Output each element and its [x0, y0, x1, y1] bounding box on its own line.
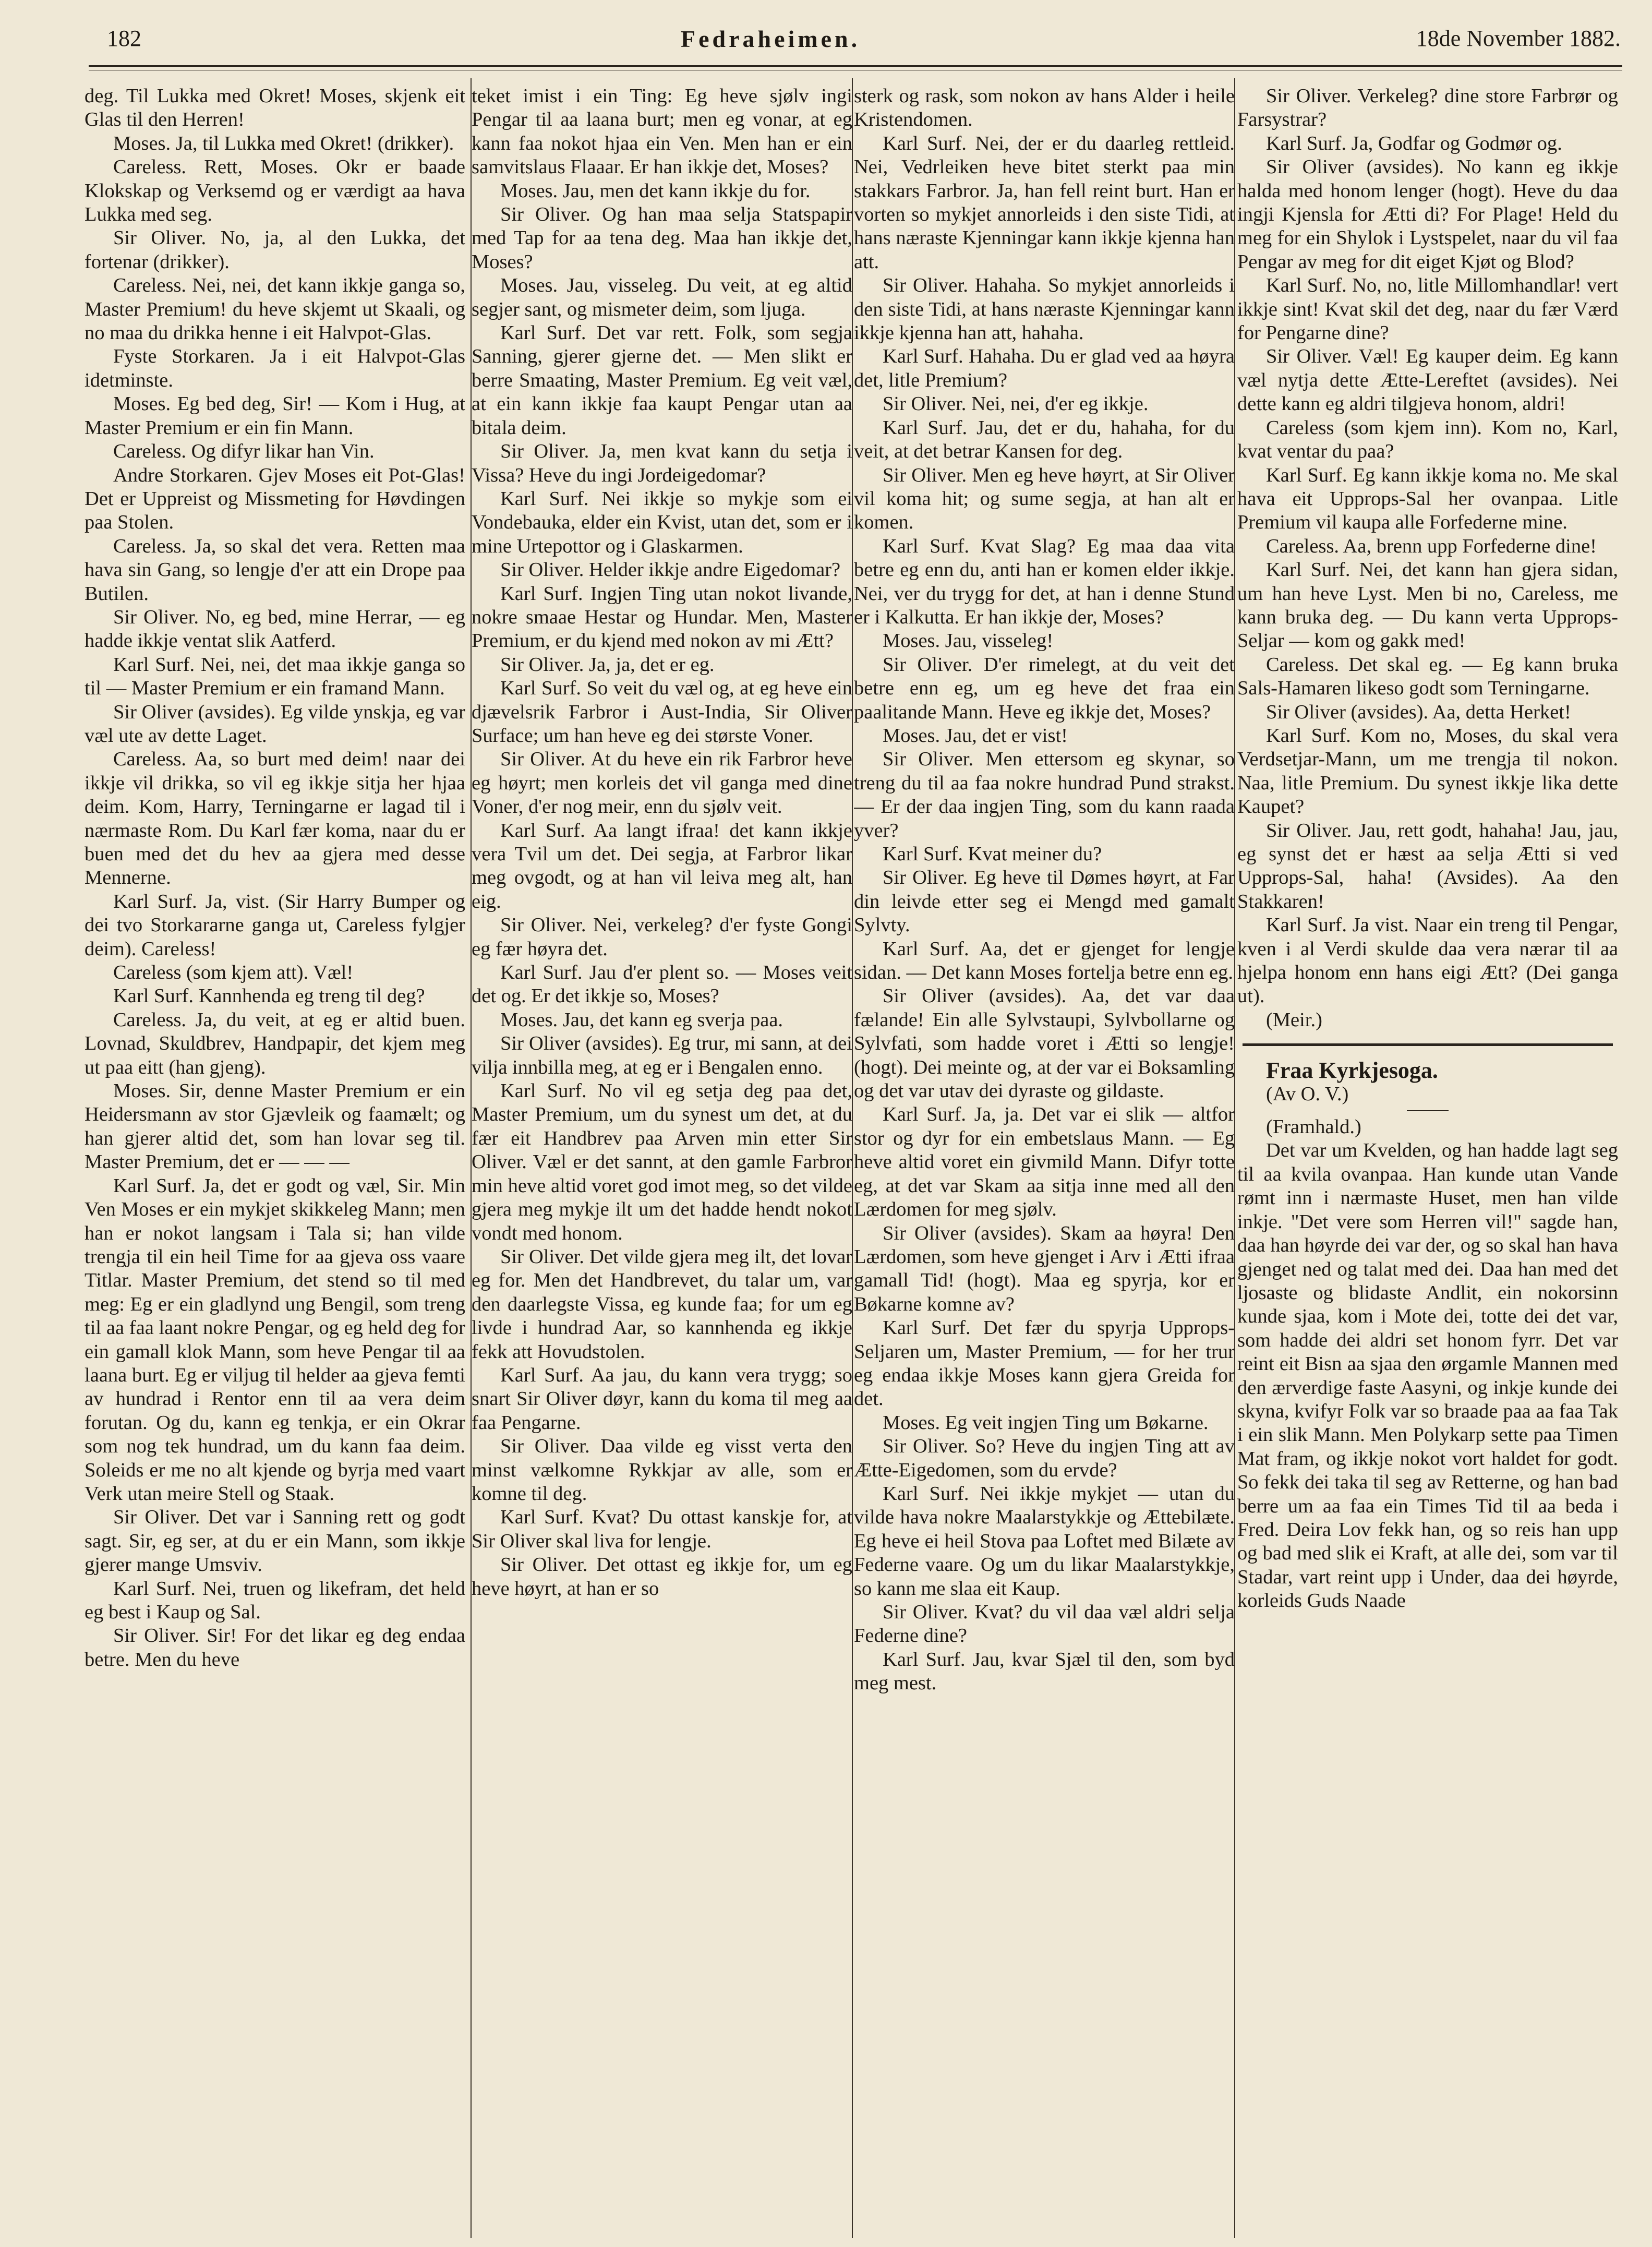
paragraph: Karl Surf. Ja, det er godt og væl, Sir. Min Ven Moses er ein mykjet skikkeleg Mann; men han er nokot langsam i Tala si; han vilde trengja til ein heil Time for aa gjeva oss vaare Titlar. Master Premium, det stend so til med meg: Eg er ein gladlynd ung Bengil, som treng til aa faa laant nokre Pengar, og eg held deg for ein gamall klok Mann, som heve Pengar til aa laana burt. Eg er viljug til helder aa gjeva femti av hundrad i Rentor enn til aa vera deim forutan. Og du, kann eg tenkja, er ein Okrar som nog tek hundrad, um du kann faa deim. Soleids er me no alt kjende og byrja med vaart Verk utan meire Stell og Staak. [85, 1174, 465, 1505]
paragraph: Sir Oliver (avsides). Eg trur, mi sann, at dei vilja innbilla meg, at eg er i Bengalen enno. [472, 1032, 852, 1078]
continued-marker: (Meir.) [1266, 1008, 1322, 1031]
paragraph: Sir Oliver. D'er rimelegt, at du veit det betre enn eg, um eg heve det fraa ein paalitande Mann. Heve eg ikkje det, Moses? [854, 653, 1235, 723]
paragraph: Sir Oliver. Ja, ja, det er eg. [500, 653, 715, 676]
paragraph: Sir Oliver. So? Heve du ingjen Ting att av Ætte-Eigedomen, som du ervde? [854, 1435, 1235, 1481]
paragraph: Sir Oliver (avsides). Aa, detta Herket! [1266, 701, 1571, 723]
paragraph: Karl Surf. Nei ikkje so mykje som ei Vondebauka, elder ein Kvist, utan det, som er i mine Urtepottor og i Glaskarmen. [472, 487, 852, 557]
paragraph: Karl Surf. Det fær du spyrja Upprops-Seljaren um, Master Premium, — for her trur eg endaa ikkje Moses kann gjera Greida for det. [854, 1317, 1235, 1410]
paragraph: Moses. Jau, det kann eg sverja paa. [500, 1008, 783, 1031]
paragraph: Sir Oliver. Nei, verkeleg? d'er fyste Gongi eg fær høyra det. [472, 914, 852, 960]
paragraph: Karl Surf. Aa, det er gjenget for lengje sidan. — Det kann Moses fortelja betre enn eg. [854, 938, 1235, 984]
paragraph: Moses. Jau, visseleg. Du veit, at eg altid segjer sant, og mismeter deim, som ljuga. [472, 274, 852, 320]
paragraph: Sir Oliver. No, eg bed, mine Herrar, — eg hadde ikkje ventat slik Aatferd. [85, 606, 465, 652]
paragraph: Sir Oliver. Daa vilde eg visst verta den minst vælkomne Rykkjar av alle, som er komne til deg. [472, 1435, 852, 1505]
paragraph: Karl Surf. Nei, det kann han gjera sidan, um han heve Lyst. Men bi no, Careless, me kann bruka deg. — Du kann verta Upprops-Seljar — kom og gakk med! [1237, 559, 1618, 652]
paragraph: Karl Surf. Nei, nei, det maa ikkje ganga so til — Master Premium er ein framand Mann. [85, 653, 465, 700]
paragraph: Careless. Ja, so skal det vera. Retten maa hava sin Gang, so lengje d'er att ein Drope paa Butilen. [85, 535, 465, 605]
paragraph: Sir Oliver (avsides). Aa, det var daa fælande! Ein alle Sylvstaupi, Sylvbollarne og Sylvfati, som hadde voret i Ætti so lengje! (hogt). Dei meinte og, at der var ei Boksamling og det var utav dei dyraste og gildaste. [854, 985, 1235, 1102]
paragraph: Careless. Det skal eg. — Eg kann bruka Sals-Hamaren likeso godt som Terningarne. [1237, 653, 1618, 700]
paragraph: Sir Oliver. Det vilde gjera meg ilt, det lovar eg for. Men det Handbrevet, du talar um, var den daarlegste Vissa, eg kunde faa; for um eg livde i hundrad Aar, so kannhenda eg ikkje fekk att Hovudstolen. [472, 1245, 852, 1363]
issue-date: 18de November 1882. [1416, 26, 1621, 51]
paragraph: Sir Oliver (avsides). No kann eg ikkje halda med honom lenger (hogt). Heve du daa ingji Kjensla for Ætti di? For Plage! Held du meg for ein Shylok i Lystspelet, naar du vil faa Pengar av meg for dit eiget Kjøt og Blod? [1237, 156, 1618, 273]
paragraph: Karl Surf. Det var rett. Folk, som segja Sanning, gjerer gjerne det. — Men slikt er berre Smaating, Master Premium. Eg veit væl, at ein kann ikkje faa kaupt Pengar utan aa bitala deim. [472, 322, 852, 439]
paragraph: Karl Surf. Kvat? Du ottast kanskje for, at Sir Oliver skal liva for lengje. [472, 1506, 852, 1552]
paragraph: Careless. Rett, Moses. Okr er baade Klokskap og Verksemd og er værdigt aa hava Lukka med seg. [85, 156, 465, 226]
paragraph: Karl Surf. Jau, kvar Sjæl til den, som byd meg mest. [854, 1648, 1235, 1695]
article-body [1237, 1139, 1618, 1613]
running-head [107, 25, 1651, 67]
paragraph: Sir Oliver. Og han maa selja Statspapir med Tap for aa tena deg. Maa han ikkje det, Moses? [472, 203, 852, 273]
article-byline: (Av O. V.) [1266, 1083, 1349, 1105]
text-column-1 [85, 85, 465, 2239]
paragraph: Sir Oliver. Men ettersom eg skynar, so treng du til aa faa nokre hundrad Pund strakst. — Er der daa ingjen Ting, som du kann raada yver? [854, 748, 1235, 842]
paragraph: Careless (som kjem att). Væl! [113, 962, 354, 984]
paragraph: Sir Oliver. Sir! For det likar eg deg endaa betre. Men du heve [85, 1625, 465, 1671]
paragraph: Sir Oliver. Nei, nei, d'er eg ikkje. [883, 393, 1149, 415]
paragraph: Sir Oliver. At du heve ein rik Farbror heve eg høyrt; men korleis det vil ganga med dine Voner, d'er nog meir, enn du sjølv veit. [472, 748, 852, 818]
article-continuation-note: (Framhald.) [1266, 1116, 1361, 1138]
paragraph: sterk og rask, som nokon av hans Alder i heile Kristendomen. [854, 85, 1235, 131]
paragraph: Karl Surf. Nei, der er du daarleg rettleid. Nei, Vedrleiken heve bitet sterkt paa min stakkars Farbror. Ja, han fell reint burt. Han er vorten so mykjet annorleids i den siste Tidi, at hans næraste Kjenningar kann ikkje kjenna han att. [854, 132, 1235, 273]
paragraph: Moses. Eg veit ingjen Ting um Bøkarne. [883, 1411, 1209, 1434]
paragraph: Sir Oliver. Det var i Sanning rett og godt sagt. Sir, eg ser, at du er ein Mann, som ikkje gjerer mange Umsviv. [85, 1506, 465, 1576]
paragraph: Careless. Og difyr likar han Vin. [113, 440, 375, 463]
paragraph: Karl Surf. So veit du væl og, at eg heve ein djævelsrik Farbror i Aust-India, Sir Oliver Surface; um han heve eg dei største Voner. [472, 677, 852, 747]
masthead-title: Fedraheimen. [681, 26, 861, 52]
paragraph: Sir Oliver. Kvat? du vil daa væl aldri selja Federne dine? [854, 1601, 1235, 1647]
paragraph: Sir Oliver. Helder ikkje andre Eigedomar? [500, 559, 841, 581]
paragraph: Karl Surf. Nei ikkje mykjet — utan du vilde hava nokre Maalarstykkje og Ættebilæte. Eg heve ei heil Stova paa Loftet med Bilæte av Federne vaare. Og um du likar Maalarstykkje, so kann me slaa eit Kaup. [854, 1482, 1235, 1600]
paragraph: Moses. Jau, men det kann ikkje du for. [500, 179, 811, 202]
paragraph: Karl Surf. Kvat meiner du? [883, 843, 1102, 865]
paragraph: Sir Oliver. Ja, men kvat kann du setja i Vissa? Heve du ingi Jordeigedomar? [472, 440, 852, 486]
paragraph: Karl Surf. Nei, truen og likefram, det held eg best i Kaup og Sal. [85, 1577, 465, 1623]
paragraph: Karl Surf. Kom no, Moses, du skal vera Verdsetjar-Mann, um me trengja til nokon. Naa, litle Premium. Du synest ikkje lika dette Kaupet? [1237, 724, 1618, 818]
paragraph: Sir Oliver. No, ja, al den Lukka, det fortenar (drikker). [85, 227, 465, 273]
paragraph: Karl Surf. Ja, Godfar og Godmør og. [1266, 132, 1562, 154]
paragraph: Karl Surf. Ja, ja. Det var ei slik — altfor stor og dyr for ein embetslaus Mann. — Eg heve altid voret ein givmild Mann. Difyr totte eg, at det var Skam aa sitja inne med all den Lærdomen for meg sjølv. [854, 1103, 1235, 1221]
text-column-3 [854, 85, 1235, 2239]
text-column-2 [472, 85, 852, 2239]
paragraph: Karl Surf. No, no, litle Millomhandlar! vert ikkje sint! Kvat skil det deg, naar du fær Værd for Pengarne dine? [1237, 274, 1618, 344]
paragraph: Sir Oliver. Jau, rett godt, hahaha! Jau, jau, eg synst det er hæst aa selja Ætti si ved Upprops-Sal, haha! (Avsides). Aa den Stakkaren! [1237, 819, 1618, 912]
paragraph: Moses. Eg bed deg, Sir! — Kom i Hug, at Master Premium er ein fin Mann. [85, 393, 465, 439]
column-4-dialogue [1237, 85, 1618, 1008]
paragraph: Karl Surf. No vil eg setja deg paa det, Master Premium, um du synest um det, at du fær eit Handbrev paa Arven min etter Sir Oliver. Væl er det sannt, at den gamle Farbror min heve altid voret god imot meg, so det vilde gjera meg mykje ilt um det hadde hendt nokot vondt med honom. [472, 1080, 852, 1244]
paragraph: Andre Storkaren. Gjev Moses eit Pot-Glas! Det er Uppreist og Missmeting for Høvdingen paa Stolen. [85, 464, 465, 534]
paragraph: Careless. Aa, brenn upp Forfederne dine! [1266, 535, 1597, 557]
paragraph: Moses. Ja, til Lukka med Okret! (drikker). [113, 132, 454, 154]
article-short-rule [1407, 1110, 1449, 1111]
paragraph: Careless. Aa, so burt med deim! naar dei ikkje vil drikka, so vil eg ikkje sitja her hjaa deim. Kom, Harry, Terningarne er lagad til i nærmaste Rom. Du Karl fær koma, naar du er buen med det du hev aa gjera med desse Mennerne. [85, 748, 465, 889]
paragraph: Sir Oliver (avsides). Eg vilde ynskja, eg var væl ute av dette Laget. [85, 701, 465, 747]
paragraph: Careless (som kjem inn). Kom no, Karl, kvat ventar du paa? [1237, 416, 1618, 463]
paragraph: Sir Oliver. Det ottast eg ikkje for, um eg heve høyrt, at han er so [472, 1554, 852, 1600]
paragraph: Karl Surf. Kvat Slag? Eg maa daa vita betre eg enn du, anti han er komen elder ikkje. Nei, ver du trygg for det, at han i denne Stund er i Kalkutta. Er han ikkje der, Moses? [854, 535, 1235, 628]
paragraph: Sir Oliver. Men eg heve høyrt, at Sir Oliver vil koma hit; og sume segja, at han alt er komen. [854, 464, 1235, 534]
paragraph: Karl Surf. Ingjen Ting utan nokot livande, nokre smaae Hestar og Hundar. Men, Master Premium, er du kjend med nokon av mi Ætt? [472, 582, 852, 652]
article-title: Fraa Kyrkjesoga. [1266, 1058, 1438, 1084]
paragraph: Sir Oliver. Væl! Eg kauper deim. Eg kann væl nytja dette Ætte-Lereftet (avsides). Nei dette kann eg aldri tilgjeva honom, aldri! [1237, 345, 1618, 415]
paragraph: Fyste Storkaren. Ja i eit Halvpot-Glas idetminste. [85, 345, 465, 391]
paragraph: Karl Surf. Aa langt ifraa! det kann ikkje vera Tvil um det. Dei segja, at Farbror likar meg ovgodt, og at han vil leiva meg alt, han eig. [472, 819, 852, 912]
paragraph: Sir Oliver (avsides). Skam aa høyra! Den Lærdomen, som heve gjenget i Arv i Ætti ifraa gamall Tid! (hogt). Maa eg spyrja, kor er Bøkarne komne av? [854, 1222, 1235, 1315]
text-column-4 [1237, 85, 1618, 2239]
paragraph: Karl Surf. Aa jau, du kann vera trygg; so snart Sir Oliver døyr, kann du koma til meg aa faa Pengarne. [472, 1364, 852, 1434]
paragraph: Det var um Kvelden, og han hadde lagt seg til aa kvila ovanpaa. Han kunde utan Vande rømt inn i nærmaste Huset, men han vilde inkje. "Det vere som Herren vil!" sagde han, daa han høyrde dei var der, og so skal han hava gjenget ned og talat med dei. Daa han med det ljosaste og blidaste Andlit, ein nokorsinn kunde sjaa, kom i Mote dei, totte dei det var, som hadde dei aldri set honom fyrr. Det var reint eit Bisn aa sjaa den ørgamle Mannen med den ærverdige faste Aasyni, og inkje kunde dei skyna, kvifyr Folk var so braade paa aa faa Tak i ein slik Mann. Men Polykarp sette paa Timen Mat fram, og ikkje nokot vort haldet for godt. So fekk dei taka til seg av Retterne, og han bad berre um aa faa ein Times Tid til aa beda i Fred. Deira Lov fekk han, og so reis han upp og bad med slik ei Kraft, at alle dei, som var til Stadar, vart reint upp i Under, daa dei høyrde, korleids Guds Naade [1237, 1139, 1618, 1612]
paragraph: Moses. Sir, denne Master Premium er ein Heidersmann av stor Gjævleik og faamælt; og han gjerer altid det, som han lovar seg til. Master Premium, det er — — — [85, 1080, 465, 1173]
paragraph: Karl Surf. Hahaha. Du er glad ved aa høyra det, litle Premium? [854, 345, 1235, 391]
paragraph: Karl Surf. Eg kann ikkje koma no. Me skal hava eit Upprops-Sal her ovanpaa. Litle Premium vil kaupa alle Forfederne mine. [1237, 464, 1618, 534]
paragraph: deg. Til Lukka med Okret! Moses, skjenk eit Glas til den Herren! [85, 85, 465, 131]
page-number: 182 [107, 26, 141, 51]
header-rule [89, 65, 1622, 67]
paragraph: Karl Surf. Jau d'er plent so. — Moses veit det og. Er det ikkje so, Moses? [472, 962, 852, 1007]
paragraph: teket imist i ein Ting: Eg heve sjølv ingi Pengar til aa laana burt; men eg vonar, at eg kann faa nokot hjaa ein Ven. Men han er ein samvitslaus Flaaar. Er han ikkje det, Moses? [472, 85, 852, 178]
paragraph: Sir Oliver. Eg heve til Dømes høyrt, at Far din leivde etter seg ei Mengd med gamalt Sylvty. [854, 867, 1235, 936]
paragraph: Careless. Nei, nei, det kann ikkje ganga so, Master Premium! du heve skjemt ut Skaali, og no maa du drikka henne i eit Halvpot-Glas. [85, 274, 465, 344]
paragraph: Moses. Jau, visseleg! [883, 630, 1054, 652]
article-separator [1243, 1043, 1613, 1046]
paragraph: Karl Surf. Kannhenda eg treng til deg? [113, 985, 425, 1007]
paragraph: Karl Surf. Jau, det er du, hahaha, for du veit, at det betrar Kansen for deg. [854, 416, 1235, 463]
paragraph: Karl Surf. Ja vist. Naar ein treng til Pengar, kven i al Verdi skulde daa vera nærar til aa hjelpa honom enn hans eigi Ætt? (Dei ganga ut). [1237, 914, 1618, 1007]
paragraph: Karl Surf. Ja, vist. (Sir Harry Bumper og dei tvo Storkararne ganga ut, Careless fylgjer deim). Careless! [85, 890, 465, 960]
paragraph: Sir Oliver. Verkeleg? dine store Farbrør og Farsystrar? [1237, 85, 1618, 131]
paragraph: Moses. Jau, det er vist! [883, 724, 1068, 747]
paragraph: Sir Oliver. Hahaha. So mykjet annorleids i den siste Tidi, at hans næraste Kjenningar kann ikkje kjenna han att, hahaha. [854, 274, 1235, 344]
paragraph: Careless. Ja, du veit, at eg er altid buen. Lovnad, Skuldbrev, Handpapir, det kjem meg ut paa eitt (han gjeng). [85, 1008, 465, 1078]
